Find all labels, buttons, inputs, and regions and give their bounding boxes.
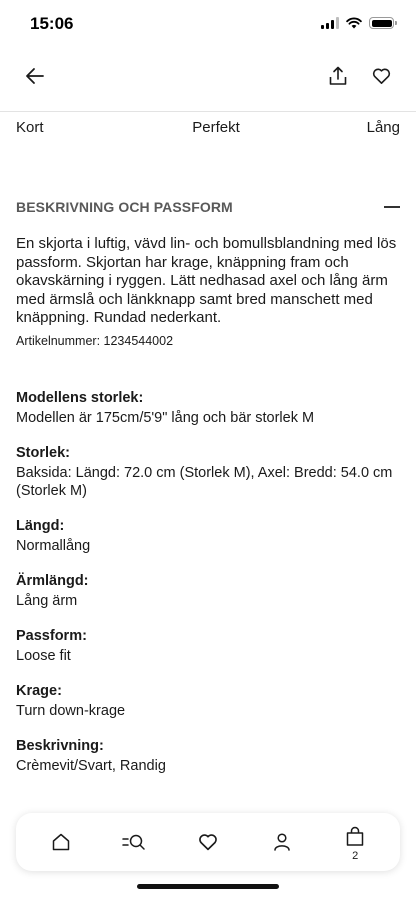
- tab-account[interactable]: [258, 818, 306, 866]
- spec-value: Modellen är 175cm/5'9" lång och bär storlek M: [16, 410, 315, 426]
- status-bar: [0, 0, 416, 50]
- fit-label-long: Lång: [366, 119, 400, 136]
- fit-label-perfect: Perfekt: [192, 119, 240, 136]
- user-icon: [272, 832, 292, 852]
- home-icon: [51, 832, 71, 852]
- spec-item: [16, 572, 398, 610]
- spec-item: [16, 682, 398, 720]
- spec-value: Turn down-krage: [16, 703, 126, 719]
- spec-label: Modellens storlek:: [16, 390, 144, 406]
- spec-item: [16, 627, 398, 665]
- home-indicator: [137, 884, 279, 889]
- top-nav: [0, 50, 416, 112]
- heart-icon: [198, 833, 218, 851]
- status-icons: [321, 17, 394, 29]
- spec-item: [16, 737, 398, 775]
- arrow-left-icon: [24, 65, 46, 87]
- spec-label: Beskrivning:: [16, 738, 104, 754]
- spec-label: Storlek:: [16, 445, 70, 461]
- spec-value: Baksida: Längd: 72.0 cm (Storlek M), Axel: Bredd: 54.0 cm (Storlek M): [16, 465, 393, 499]
- tab-home[interactable]: [37, 818, 85, 866]
- product-description: En skjorta i luftig, vävd lin- och bomullsblandning med lös passform. Skjortan har krage, knäppning fram och okavskärning i ryggen. Lätt nedhasad axel och lång ärm med ärmslå och länkknapp samt bred manschett med knäppning. Rundad nederkant.: [16, 235, 397, 326]
- description-section-header[interactable]: [16, 197, 400, 217]
- spec-value: Loose fit: [16, 648, 71, 664]
- search-icon: [121, 832, 147, 852]
- collapse-icon[interactable]: [384, 206, 400, 208]
- battery-icon: [369, 17, 394, 29]
- status-time: 15:06: [30, 14, 74, 33]
- bag-count-badge: 2: [352, 850, 359, 862]
- spec-item: [16, 444, 398, 500]
- favorite-button[interactable]: [365, 60, 397, 92]
- tab-bag[interactable]: [331, 818, 379, 866]
- spec-label: Ärmlängd:: [16, 573, 89, 589]
- spec-value: Lång ärm: [16, 593, 78, 609]
- back-button[interactable]: [19, 60, 51, 92]
- heart-icon: [372, 67, 391, 85]
- spec-value: Normallång: [16, 538, 91, 554]
- bottom-nav: [16, 813, 400, 871]
- fit-label-short: Kort: [16, 119, 44, 136]
- spec-label: Passform:: [16, 628, 87, 644]
- share-button[interactable]: [322, 60, 354, 92]
- spec-item: [16, 517, 398, 555]
- spec-item: [16, 389, 398, 427]
- section-title: BESKRIVNING OCH PASSFORM: [16, 199, 233, 215]
- tab-favorites[interactable]: [184, 818, 232, 866]
- bag-icon: [345, 826, 365, 848]
- share-icon: [328, 66, 348, 86]
- tab-search[interactable]: [110, 818, 158, 866]
- fit-scale: [16, 119, 400, 136]
- spec-value: Crèmevit/Svart, Randig: [16, 758, 166, 774]
- spec-label: Längd:: [16, 518, 65, 534]
- spec-list: [16, 389, 398, 792]
- signal-icon: [321, 17, 339, 29]
- spec-label: Krage:: [16, 683, 62, 699]
- wifi-icon: [346, 17, 362, 29]
- article-number: Artikelnummer: 1234544002: [16, 334, 174, 348]
